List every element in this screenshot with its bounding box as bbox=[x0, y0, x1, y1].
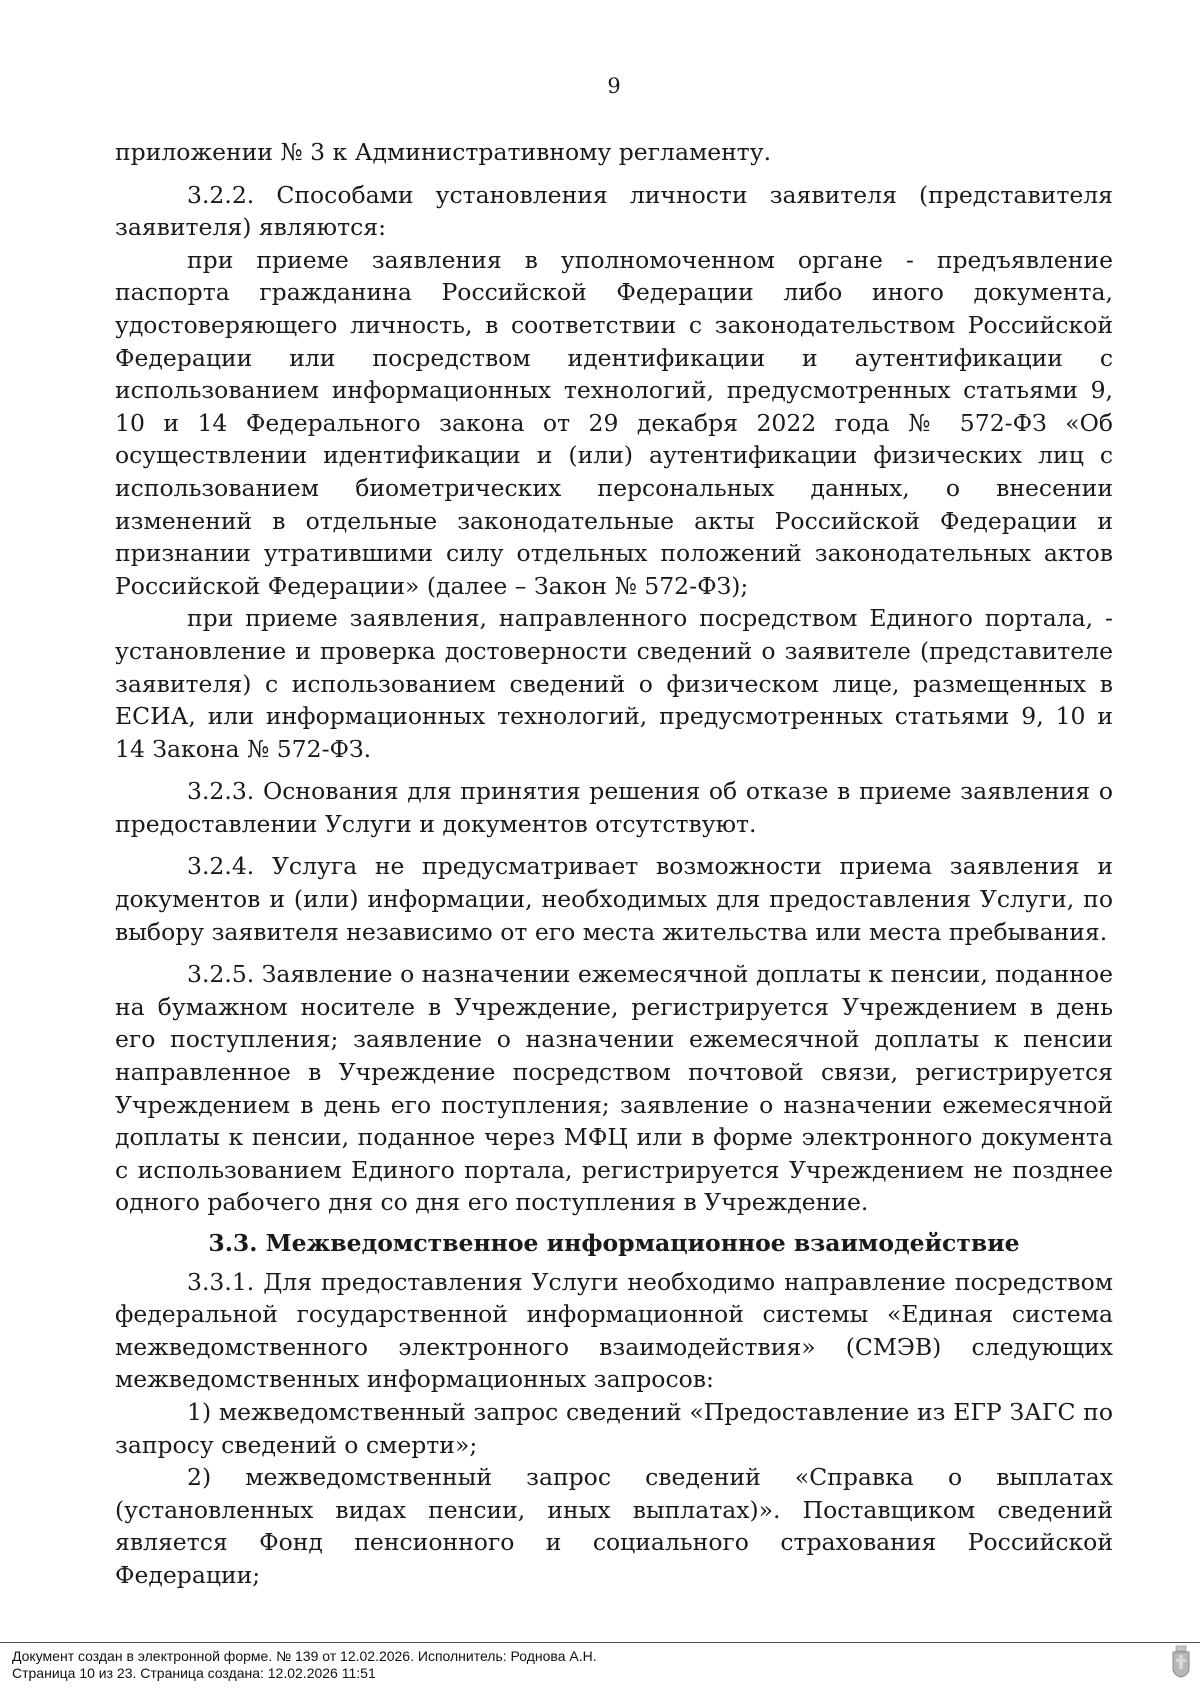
coat-of-arms-icon bbox=[1170, 1644, 1192, 1678]
footer-document-info: Документ создан в электронной форме. № 139 от 12.02.2026. Исполнитель: Роднова А.Н. bbox=[12, 1648, 597, 1664]
footer bbox=[12, 1648, 597, 1681]
paragraph-identity-portal: при приеме заявления, направленного посредством Единого портала, - установление и проверка достоверности сведений о заявителе (представителе заявителя) с использованием сведений о физическом лице, размещенных в ЕСИА, или информационных технологий, предусмотренных статьями 9, 10 и 14 Закона № 572-ФЗ. bbox=[115, 604, 1113, 763]
paragraph-continuation: приложении № 3 к Административному регламенту. bbox=[115, 138, 772, 166]
footer-divider bbox=[0, 1642, 1200, 1643]
document-body bbox=[115, 136, 1113, 1592]
paragraph-3-2-3: 3.2.3. Основания для принятия решения об отказе в приеме заявления о предоставлении Услуги и документов отсутствуют. bbox=[115, 777, 1113, 838]
paragraph-3-2-2: 3.2.2. Способами установления личности заявителя (представителя заявителя) являются: bbox=[115, 180, 1113, 242]
paragraph-3-3-1: 3.3.1. Для предоставления Услуги необходимо направление посредством федеральной государственной информационной системы «Единая система межведомственного электронного взаимодействия» (СМЭВ) следующих межведомственных информационных запросов: bbox=[115, 1267, 1113, 1394]
section-heading-3-3: 3.3. Межведомственное информационное взаимодействие bbox=[208, 1229, 1020, 1257]
page-number: 9 bbox=[607, 74, 621, 98]
list-item-2: 2) межведомственный запрос сведений «Справка о выплатах (установленных видах пенсии, иных выплатах)». Поставщиком сведений является Фонд пенсионного и социального страхования Российской Федерации; bbox=[115, 1463, 1113, 1589]
paragraph-3-2-4: 3.2.4. Услуга не предусматривает возможности приема заявления и документов и (или) информации, необходимых для предоставления Услуги, по выбору заявителя независимо от его места жительства или места пребывания. bbox=[115, 852, 1113, 946]
paragraph-identity-in-office: при приеме заявления в уполномоченном органе - предъявление паспорта гражданина Российской Федерации либо иного документа, удостоверяющего личность, в соответствии с законодательством Российской Федерации или посредством идентификации и аутентификации с использованием информационных технологий, предусмотренных статьями 9, 10 и 14 Федерального закона от 29 декабря 2022 года № 572-ФЗ «Об осуществлении идентификации и (или) аутентификации физических лиц с использованием биометрических персональных данных, о внесении изменений в отдельные законодательные акты Российской Федерации и признании утратившими силу отдельных положений законодательных актов Российской Федерации» (далее – Закон № 572-ФЗ); bbox=[115, 245, 1113, 600]
footer-page-info: Страница 10 из 23. Страница создана: 12.02.2026 11:51 bbox=[12, 1664, 376, 1681]
paragraph-3-2-5: 3.2.5. Заявление о назначении ежемесячной доплаты к пенсии, поданное на бумажном носителе в Учреждение, регистрируется Учреждением в день его поступления; заявление о назначении ежемесячной доплаты к пенсии направленное в Учреждение посредством почтовой связи, регистрируется Учреждением в день его поступления; заявление о назначении ежемесячной доплаты к пенсии, поданное через МФЦ или в форме электронного документа с использованием Единого портала, регистрируется Учреждением не позднее одного рабочего дня со дня его поступления в Учреждение. bbox=[115, 960, 1113, 1217]
list-item-1: 1) межведомственный запрос сведений «Предоставление из ЕГР ЗАГС по запросу сведений о смерти»; bbox=[115, 1397, 1113, 1459]
